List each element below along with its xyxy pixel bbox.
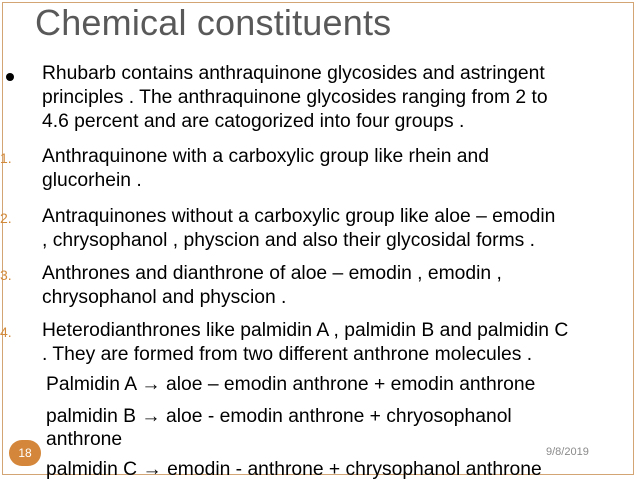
group-line: . They are formed from two different anthrone molecules . [42, 344, 533, 365]
group-line: , chrysophanol , physcion and also their glycosidal forms . [42, 230, 535, 251]
slide-date: 9/8/2019 [546, 446, 589, 458]
palmidin-b-continuation: anthrone [46, 429, 123, 450]
group-line: glucorhein . [42, 170, 142, 191]
intro-line: 4.6 percent and are catogorized into four groups . [42, 111, 465, 132]
bullet-icon [6, 73, 14, 81]
group-item-3 [42, 262, 637, 310]
group-item-2 [42, 205, 637, 253]
group-number: 4. [0, 324, 12, 340]
intro-paragraph [42, 62, 637, 134]
group-item-4 [42, 319, 637, 367]
group-line: Anthraquinone with a carboxylic group like rhein and [42, 146, 489, 167]
group-line: chrysophanol and physcion . [42, 287, 287, 308]
palmidin-b-line: palmidin B → aloe - emodin anthrone + chryosophanol [46, 406, 512, 427]
group-item-1 [42, 145, 637, 193]
intro-line: principles . The anthraquinone glycosides ranging from 2 to [42, 87, 548, 108]
group-line: Anthrones and dianthrone of aloe – emodin , emodin , [42, 263, 502, 284]
group-line: Heterodianthrones like palmidin A , palmidin B and palmidin C [42, 320, 569, 341]
group-number: 2. [0, 210, 12, 226]
group-line: Antraquinones without a carboxylic group like aloe – emodin [42, 206, 556, 227]
slide-title: Chemical constituents [35, 2, 392, 43]
intro-line: Rhubarb contains anthraquinone glycosides and astringent [42, 63, 545, 84]
group-number: 3. [0, 267, 12, 283]
palmidin-c-line: palmidin C → emodin - anthrone + chrysophanol anthrone [46, 459, 542, 479]
slide-number-badge: 18 [9, 440, 41, 466]
group-number: 1. [0, 150, 12, 166]
palmidin-a-line: Palmidin A → aloe – emodin anthrone + emodin anthrone [46, 374, 536, 395]
